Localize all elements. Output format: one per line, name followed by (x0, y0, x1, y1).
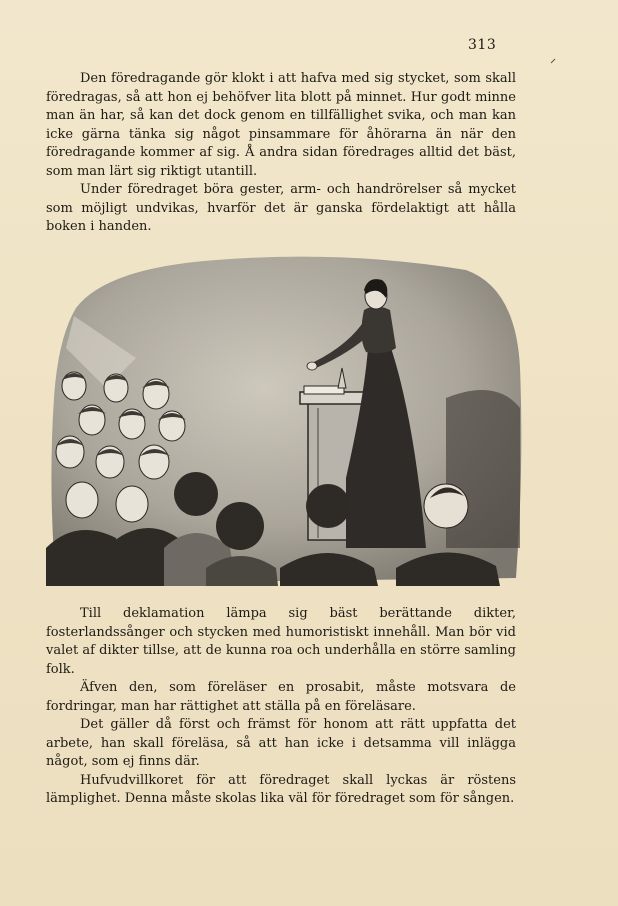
paragraph: Hufvudvillkoret för att föredraget skall lyckas är röstens lämplighet. Denna måste skolas lika väl för föredraget som för sången. (46, 772, 516, 806)
page-speck-mark (550, 58, 556, 64)
top-text-block (46, 70, 516, 237)
paragraph: Äfven den, som föreläser en prosabit, måste motsvara de fordringar, man har rättighet att ställa på en föreläsare. (46, 680, 516, 714)
paragraph: Den föredragande gör klokt i att hafva med sig stycket, som skall föredragas, så att hon ej behöfver lita blott på minnet. Hur godt minne man än har, så kan det dock genom en tillfällighet svika, och man kan icke gärna tänka sig något pinsammare för åhörarna än när den föredragande kommer af sig. Å andra sidan föredrages alltid det bäst, som man lärt sig riktigt utantill. (46, 71, 516, 179)
paragraph: Till deklamation lämpa sig bäst berättande dikter, fosterlandssånger och stycken med humoristiskt innehåll. Man bör vid valet af dikter tillse, att de kunna roa och underhålla en större samling folk. (46, 606, 516, 677)
page-number: 313 (468, 37, 497, 53)
paragraph: Under föredraget böra gester, arm- och handrörelser så mycket som möjligt undvikas, hvarför det är ganska fördelaktigt att hålla boken i handen. (46, 182, 516, 234)
paragraph: Det gäller då först och främst för honom att rätt uppfatta det arbete, han skall föreläsa, så att han icke i detsamma vill inlägga något, som ej finns där. (46, 717, 516, 769)
lecture-illustration (46, 248, 524, 588)
bottom-text-block (46, 605, 516, 809)
